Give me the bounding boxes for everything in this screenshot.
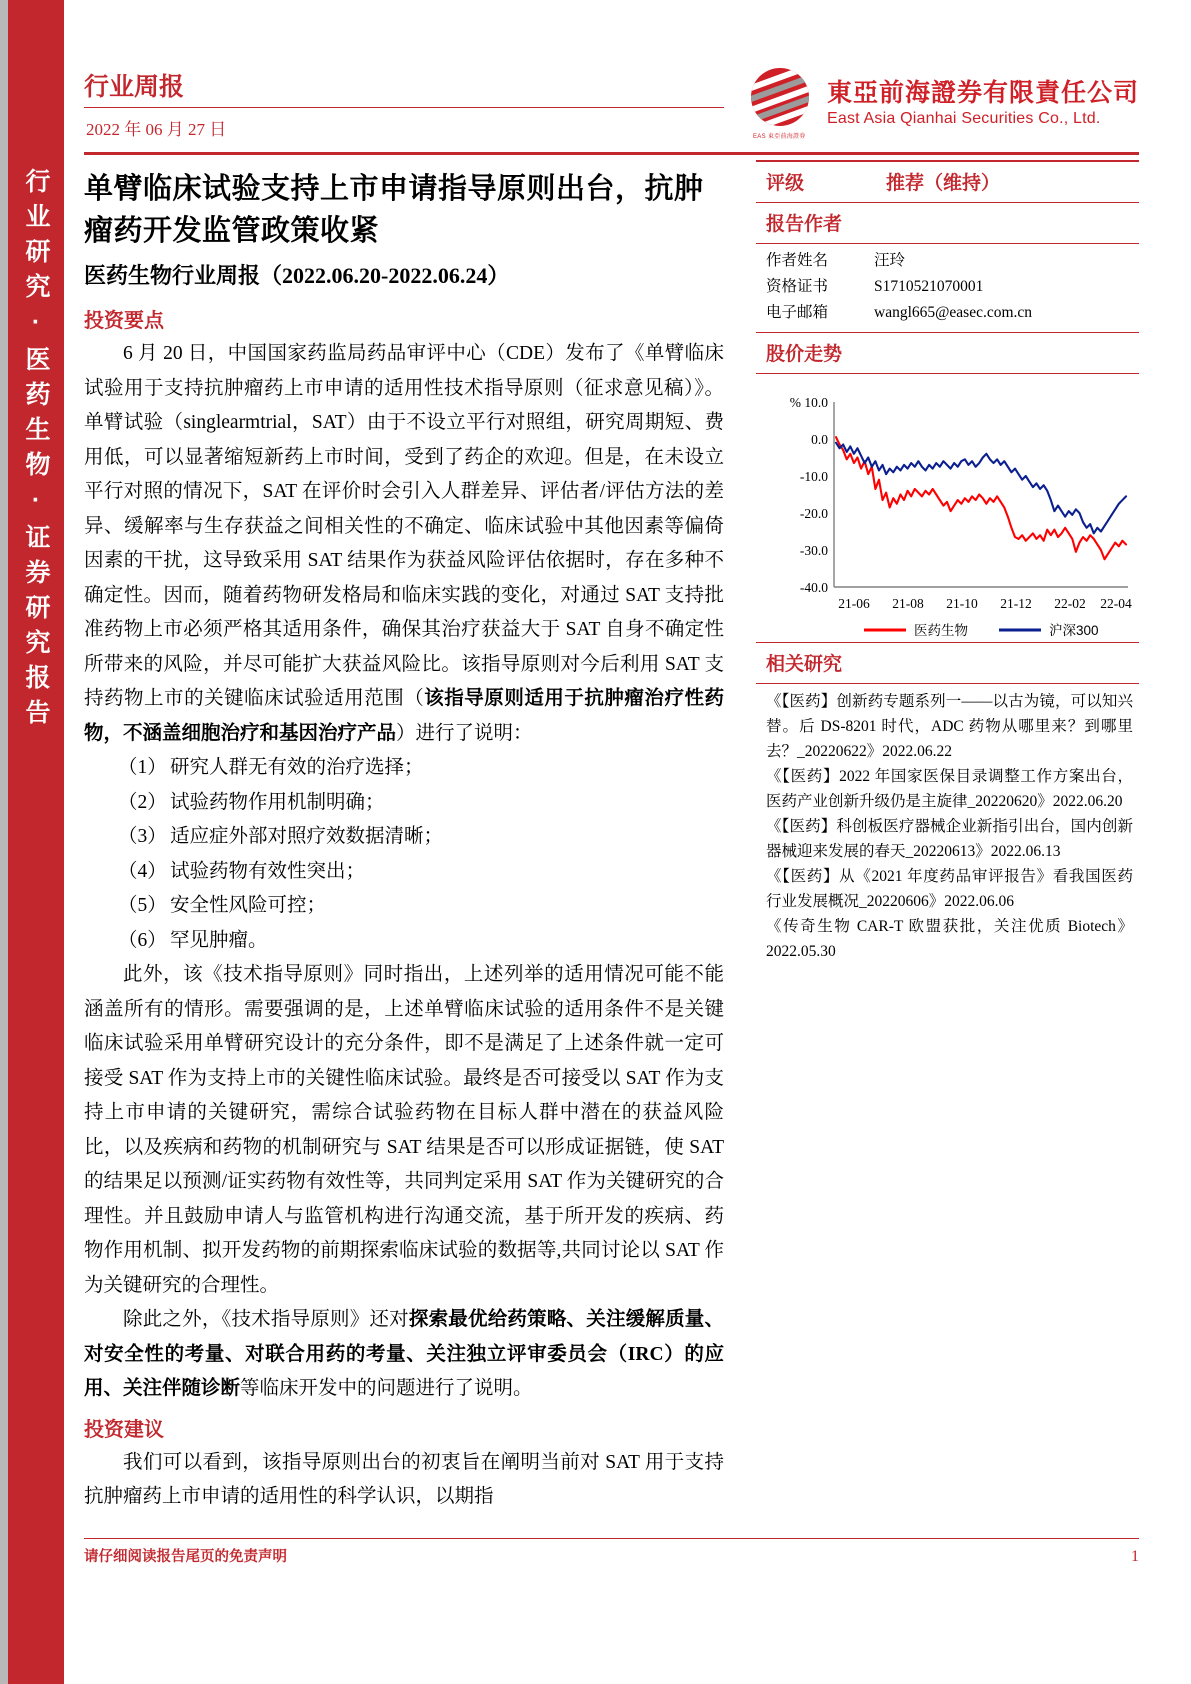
paragraph-other-bold: 探索最优给药策略、关注缓解质量、对安全性的考量、对联合用药的考量、关注独立评审委员会（IRC）的应用、关注伴随诊断 bbox=[84, 1309, 724, 1399]
vertical-side-band bbox=[8, 0, 64, 1684]
rating-box bbox=[756, 160, 1139, 203]
list-item-text: 罕见肿瘤。 bbox=[170, 929, 268, 951]
list-item-text: 试验药物有效性突出； bbox=[170, 860, 366, 882]
list-item-number: （2） bbox=[118, 791, 167, 813]
header-divider-thick bbox=[84, 152, 1139, 155]
status-badge: 推荐（维持） bbox=[886, 173, 1001, 194]
logo-caption: EAS 東亞前海證券 bbox=[752, 134, 806, 140]
list-item-number: （1） bbox=[118, 757, 167, 778]
logo-sphere-mark bbox=[751, 68, 813, 140]
chart-y-tick-labels bbox=[790, 395, 829, 595]
list-item[interactable]: 《【医药】2022 年国家医保目录调整工作方案出台，医药产业创新升级仍是主旋律_20220620》2022.06.20 bbox=[766, 768, 1133, 810]
list-item bbox=[84, 751, 724, 786]
author-email-label: 电子邮箱 bbox=[766, 304, 829, 321]
header-left bbox=[84, 70, 724, 149]
stock-price-chart bbox=[756, 374, 1139, 642]
paragraph-other-issues bbox=[84, 1303, 724, 1407]
author-name-row bbox=[756, 248, 1139, 274]
author-license-value: S1710521070001 bbox=[874, 278, 984, 295]
authors-box bbox=[756, 203, 1139, 333]
section-title-highlights: 投资要点 bbox=[84, 310, 164, 332]
company-name-cn: 東亞前海證券有限責任公司 bbox=[826, 79, 1139, 107]
footer-row bbox=[84, 1539, 1139, 1566]
list-item[interactable]: 《【医药】科创板医疗器械企业新指引出台，国内创新器械迎来发展的春天_20220613》2022.06.13 bbox=[766, 818, 1133, 860]
list-item bbox=[84, 889, 724, 924]
y-tick-label: -20.0 bbox=[799, 506, 828, 521]
author-license-label: 资格证书 bbox=[766, 278, 829, 295]
list-item-text: 适应症外部对照疗效数据清晰； bbox=[170, 826, 444, 847]
related-research-title: 相关研究 bbox=[766, 654, 843, 675]
legend-label-medicine: 医药生物 bbox=[914, 623, 968, 638]
section-title-advice: 投资建议 bbox=[84, 1418, 164, 1441]
paragraph-other-part1: 除此之外，《技术指导原则》还对 bbox=[123, 1309, 409, 1330]
rating-row bbox=[756, 162, 1139, 202]
list-item bbox=[84, 924, 724, 959]
paragraph-additional: 此外，该《技术指导原则》同时指出，上述列举的适用情况可能不能涵盖所有的情形。需要强调的是，上述单臂临床试验的适用条件不是关键临床试验采用单臂研究设计的充分条件，即不是满足了上述条件就一定可接受 SAT 作为支持上市的关键性临床试验。最终是否可接受以 SAT 作为支持上市申请的关键研究，需综合试验药物在目标人群中潜在的获益风险比，以及疾病和药物的机制研究与 SAT 结果是否可以形成证据链，使 SAT 的结果足以预测/证实药物有效性等，共同判定采用 SAT 作为关键研究的合理性。并且鼓励申请人与监管机构进行沟通交流，基于所开发的疾病、药物作用机制、拟开发药物的前期探索临床试验的数据等,共同讨论以 SAT 作为关键研究的合理性。 bbox=[84, 964, 724, 1296]
page-number: 1 bbox=[1131, 1548, 1139, 1565]
report-date: 2022 年 06 月 27 日 bbox=[86, 120, 227, 139]
page-subtitle: 医药生物行业周报（2022.06.20-2022.06.24） bbox=[84, 263, 510, 288]
list-item bbox=[84, 786, 724, 821]
chart-svg bbox=[756, 380, 1139, 642]
legend-label-csi300: 沪深300 bbox=[1049, 623, 1099, 638]
paragraph-intro-part1: 6 月 20 日，中国国家药监局药品审评中心（CDE）发布了《单臂临床试验用于支持抗肿瘤药上市申请的适用性技术指导原则（征求意见稿）》。单臂试验（singlearmtrial，SAT）由于不设立平行对照组，研究周期短、费用低，可以显著缩短新药上市时间，受到了药企的欢迎。但是，在未设立平行对照的情况下，SAT 在评价时会引入人群差异、评估者/评估方法的差异、缓解率与生存获益之间相关性的不确定、临床试验中其他因素等偏倚因素的干扰，这导致采用 SAT 结果作为获益风险评估依据时，存在多种不确定性。因而，随着药物研发格局和临床实践的变化，对通过 SAT 支持批准药物上市必须严格其适用条件，确保其治疗获益大于 SAT 自身不确定性所带来的风险，并尽可能扩大获益风险比。该指导原则对今后利用 SAT 支持药物上市的关键临床试验适用范围（ bbox=[84, 343, 724, 709]
series-line-medicine bbox=[836, 437, 1126, 559]
list-item-text: 研究人群无有效的治疗选择； bbox=[170, 757, 424, 778]
paragraph-intro-part2: ）进行了说明： bbox=[396, 722, 533, 744]
side-column bbox=[756, 160, 1139, 964]
conditions-list bbox=[84, 751, 724, 958]
page-footer bbox=[84, 1538, 1139, 1566]
list-item[interactable]: 《【医药】创新药专题系列一——以古为镜，可以知兴替。后 DS-8201 时代，ADC 药物从哪里来？到哪里去？_20220622》2022.06.22 bbox=[766, 693, 1133, 760]
list-item[interactable]: 《传奇生物 CAR-T 欧盟获批，关注优质 Biotech》2022.05.30 bbox=[766, 918, 1133, 960]
list-item-number: （6） bbox=[118, 929, 167, 951]
related-research-box bbox=[756, 643, 1139, 964]
y-tick-label: 0.0 bbox=[811, 432, 828, 447]
page-left-shadow bbox=[0, 0, 8, 1684]
author-license-row bbox=[756, 274, 1139, 300]
rating-label: 评级 bbox=[766, 173, 805, 194]
x-tick-label: 22-02 bbox=[1054, 596, 1086, 611]
y-tick-label: % 10.0 bbox=[789, 395, 828, 410]
stock-chart-box bbox=[756, 333, 1139, 643]
chart-legend bbox=[864, 622, 1099, 638]
disclaimer-note: 请仔细阅读报告尾页的免责声明 bbox=[84, 1549, 287, 1565]
list-item[interactable]: 《【医药】从《2021 年度药品审评报告》看我国医药行业发展概况_20220606》2022.06.06 bbox=[766, 868, 1133, 910]
company-name-en: East Asia Qianhai Securities Co., Ltd. bbox=[826, 110, 1101, 127]
authors-title: 报告作者 bbox=[766, 214, 843, 235]
author-name-label: 作者姓名 bbox=[766, 252, 829, 269]
x-tick-label: 21-08 bbox=[892, 596, 924, 611]
page-title: 单臂临床试验支持上市申请指导原则出台，抗肿瘤药开发监管政策收紧 bbox=[84, 173, 704, 247]
y-tick-label: -30.0 bbox=[799, 543, 828, 558]
list-item-text: 试验药物作用机制明确； bbox=[170, 791, 385, 813]
paragraph-intro bbox=[84, 337, 724, 751]
report-kicker: 行业周报 bbox=[84, 73, 185, 101]
company-logo bbox=[751, 68, 1139, 140]
paragraph-other-part2: 等临床开发中的问题进行了说明。 bbox=[240, 1378, 533, 1399]
list-item bbox=[84, 820, 724, 855]
x-tick-label: 21-12 bbox=[1000, 596, 1032, 611]
side-band-label: 行业研究·医药生物·证券研究报告 bbox=[22, 168, 50, 734]
x-tick-label: 21-06 bbox=[838, 596, 870, 611]
list-item-text: 安全性风险可控； bbox=[170, 895, 327, 916]
authors-fields bbox=[756, 244, 1139, 332]
x-tick-label: 22-04 bbox=[1100, 596, 1132, 611]
main-column bbox=[84, 160, 724, 1515]
list-item bbox=[84, 855, 724, 890]
x-tick-label: 21-10 bbox=[946, 596, 978, 611]
author-name-value: 汪玲 bbox=[874, 252, 906, 269]
list-item-number: （4） bbox=[118, 860, 167, 882]
paragraph-advice: 我们可以看到，该指导原则出台的初衷旨在阐明当前对 SAT 用于支持抗肿瘤药上市申请的适用性的科学认识，以期指 bbox=[84, 1451, 724, 1507]
related-research-list bbox=[756, 684, 1139, 964]
author-email-value[interactable]: wangl665@easec.com.cn bbox=[874, 304, 1033, 321]
list-item-number: （3） bbox=[118, 826, 167, 847]
document-page bbox=[64, 0, 1191, 1684]
chart-x-tick-labels bbox=[838, 596, 1132, 611]
chart-title: 股价走势 bbox=[766, 344, 843, 365]
logo-text-block bbox=[827, 78, 1139, 130]
list-item-number: （5） bbox=[118, 895, 167, 916]
paragraph-intro-bold: 该指导原则适用于抗肿瘤治疗性药物，不涵盖细胞治疗和基因治疗产品 bbox=[84, 688, 724, 744]
y-tick-label: -10.0 bbox=[799, 469, 828, 484]
sphere-icon bbox=[751, 68, 809, 126]
y-tick-label: -40.0 bbox=[799, 580, 828, 595]
author-email-row bbox=[756, 300, 1139, 326]
